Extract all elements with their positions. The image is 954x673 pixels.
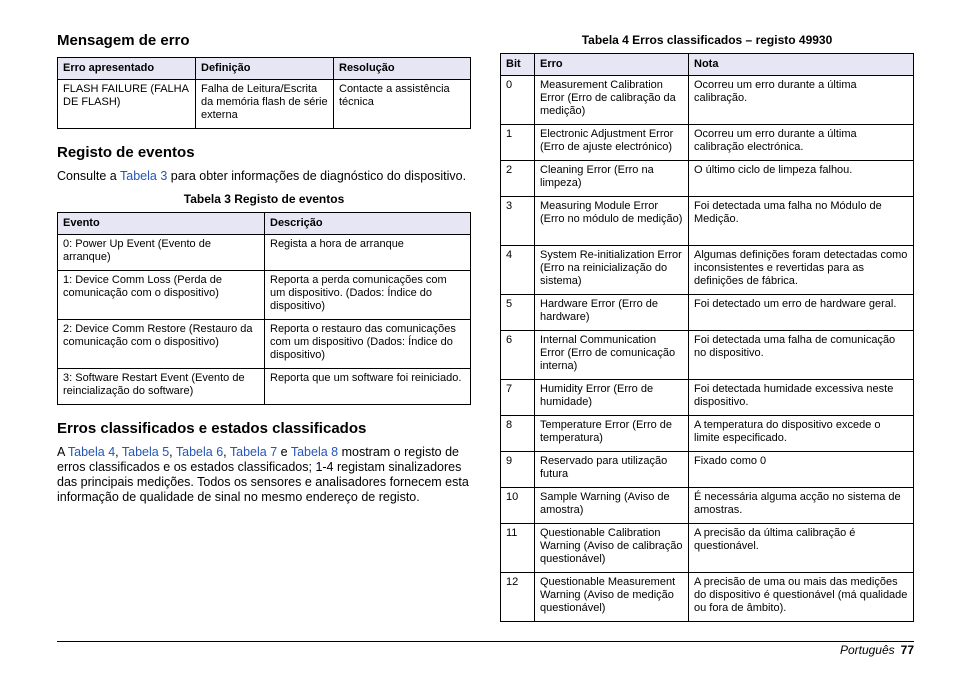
note-cell: A precisão da última calibração é questionável. [689,524,914,573]
error-cell: Electronic Adjustment Error (Erro de ajuste electrónico) [535,125,689,161]
error-cell: Temperature Error (Erro de temperatura) [535,416,689,452]
table-row [58,271,471,320]
table-row [501,331,914,380]
table-cell: Regista a hora de arranque [265,235,471,271]
note-cell: Foi detectado um erro de hardware geral. [689,295,914,331]
bit-cell: 6 [501,331,535,380]
bit-cell: 1 [501,125,535,161]
table-row [501,76,914,125]
column-header: Erro [535,54,689,76]
classified-errors-heading: Erros classificados e estados classificados [57,420,367,437]
column-header: Descrição [265,213,471,235]
table-4-caption: Tabela 4 Erros classificados – registo 49930 [581,33,833,47]
error-cell: System Re-initialization Error (Erro na reinicialização do sistema) [535,246,689,295]
column-header: Evento [58,213,265,235]
table-row [58,320,471,369]
bit-cell: 3 [501,197,535,246]
paragraph-text: e [277,445,291,459]
error-cell: Reservado para utilização futura [535,452,689,488]
error-cell: Questionable Measurement Warning (Aviso de medição questionável) [535,573,689,622]
bit-cell: 8 [501,416,535,452]
table-row [501,573,914,622]
column-header: Resolução [334,58,471,80]
note-cell: Foi detectada uma falha de comunicação no dispositivo. [689,331,914,380]
page-footer [840,643,914,657]
error-cell: Measurement Calibration Error (Erro de calibração da medição) [535,76,689,125]
table-row [58,80,471,129]
note-cell: Algumas definições foram detectadas como inconsistentes e revertidas para as definições de fábrica. [689,246,914,295]
paragraph-text: , [115,445,122,459]
event-log-table [57,212,471,405]
note-cell: Foi detectada humidade excessiva neste dispositivo. [689,380,914,416]
error-cell: Sample Warning (Aviso de amostra) [535,488,689,524]
table-cell: Contacte a assistência técnica [334,80,471,129]
table-row [58,235,471,271]
paragraph-text: A [57,445,68,459]
note-cell: Ocorreu um erro durante a última calibração. [689,76,914,125]
table-row [501,295,914,331]
table-header-row [501,54,914,76]
error-cell: Internal Communication Error (Erro de comunicação interna) [535,331,689,380]
table-row [501,452,914,488]
error-cell: Measuring Module Error (Erro no módulo de medição) [535,197,689,246]
table-cell: Reporta o restauro das comunicações com um dispositivo (Dados: Índice do dispositivo) [265,320,471,369]
table-3-caption: Tabela 3 Registo de eventos [183,192,345,206]
table-row [501,488,914,524]
table-row [501,197,914,246]
note-cell: Foi detectada uma falha no Módulo de Medição. [689,197,914,246]
table-row [58,369,471,405]
table-cell: Falha de Leitura/Escrita da memória flash de série externa [196,80,334,129]
table-row [501,380,914,416]
table-row [501,246,914,295]
footer-language: Português [839,643,895,657]
footer-divider [57,641,914,642]
table-6-link[interactable]: Tabela 6 [175,445,224,459]
classified-errors-table [500,53,914,622]
note-cell: Fixado como 0 [689,452,914,488]
table-cell: 2: Device Comm Restore (Restauro da comunicação com o dispositivo) [58,320,265,369]
left-column [57,30,471,505]
error-cell: Questionable Calibration Warning (Aviso de calibração questionável) [535,524,689,573]
note-cell: A precisão de uma ou mais das medições do dispositivo é questionável (má qualidade ou fora de âmbito). [689,573,914,622]
table-8-link[interactable]: Tabela 8 [290,445,339,459]
right-column [500,30,914,622]
page-number: 77 [900,643,914,657]
table-row [501,161,914,197]
paragraph-text: , [223,445,230,459]
column-header: Nota [689,54,914,76]
table-cell: Reporta que um software foi reiniciado. [265,369,471,405]
event-log-heading: Registo de eventos [57,144,195,161]
table-row [501,416,914,452]
table-4-link[interactable]: Tabela 4 [67,445,116,459]
error-cell: Humidity Error (Erro de humidade) [535,380,689,416]
note-cell: É necessária alguma acção no sistema de amostras. [689,488,914,524]
table-5-link[interactable]: Tabela 5 [121,445,170,459]
table-7-link[interactable]: Tabela 7 [229,445,278,459]
table-cell: 3: Software Restart Event (Evento de reincialização do software) [58,369,265,405]
table-cell: Reporta a perda comunicações com um dispositivo. (Dados: Índice do dispositivo) [265,271,471,320]
bit-cell: 2 [501,161,535,197]
bit-cell: 11 [501,524,535,573]
bit-cell: 9 [501,452,535,488]
column-header: Bit [501,54,535,76]
error-cell: Cleaning Error (Erro na limpeza) [535,161,689,197]
note-cell: Ocorreu um erro durante a última calibração electrónica. [689,125,914,161]
bit-cell: 7 [501,380,535,416]
column-header: Definição [196,58,334,80]
table-row [501,125,914,161]
table-cell: FLASH FAILURE (FALHA DE FLASH) [58,80,196,129]
bit-cell: 5 [501,295,535,331]
paragraph-text: , [169,445,176,459]
classified-errors-paragraph [57,445,471,505]
note-cell: O último ciclo de limpeza falhou. [689,161,914,197]
paragraph-text: para obter informações de diagnóstico do dispositivo. [167,169,467,183]
error-message-table [57,57,471,129]
event-log-paragraph [57,169,471,184]
paragraph-text: mostram o registo de erros classificados e os estados classificados; 1-4 registam sinalizadores das principais medições. Todos os sensores e analisadores fornecem esta informação de qualidade de sinal no mesmo endereço de registo. [57,445,469,504]
table-3-link[interactable]: Tabela 3 [120,169,168,183]
bit-cell: 0 [501,76,535,125]
error-message-heading: Mensagem de erro [57,32,190,49]
paragraph-text: Consulte a [57,169,121,183]
table-cell: 1: Device Comm Loss (Perda de comunicação com o dispositivo) [58,271,265,320]
table-cell: 0: Power Up Event (Evento de arranque) [58,235,265,271]
table-row [501,524,914,573]
bit-cell: 10 [501,488,535,524]
bit-cell: 12 [501,573,535,622]
table-header-row [58,213,471,235]
table-header-row [58,58,471,80]
note-cell: A temperatura do dispositivo excede o limite especificado. [689,416,914,452]
bit-cell: 4 [501,246,535,295]
column-header: Erro apresentado [58,58,196,80]
error-cell: Hardware Error (Erro de hardware) [535,295,689,331]
